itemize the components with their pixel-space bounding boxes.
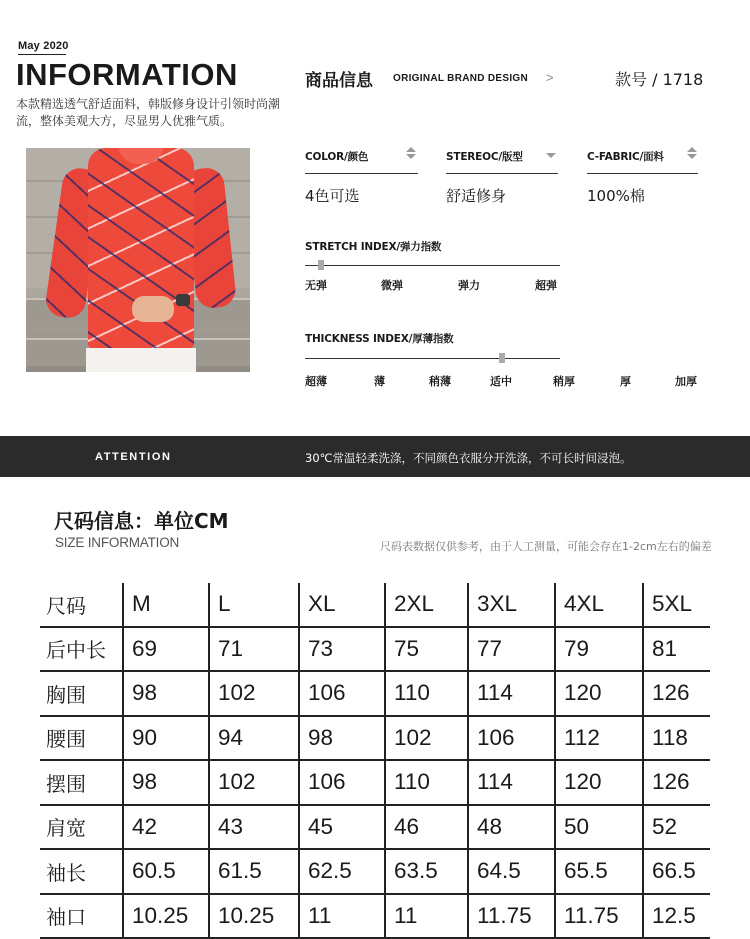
measurement-value: 60.5 — [123, 849, 209, 894]
size-header-cell: 3XL — [468, 583, 555, 627]
measurement-value: 43 — [209, 805, 299, 850]
size-header-label: 尺码 — [40, 583, 123, 627]
measurement-label: 后中长 — [40, 627, 123, 672]
thickness-level-label: 稍厚 — [553, 375, 575, 388]
measurement-value: 45 — [299, 805, 385, 850]
measurement-value: 120 — [555, 760, 643, 805]
stretch-level-label: 无弹 — [305, 279, 327, 292]
size-table-row — [40, 716, 710, 761]
measurement-value: 11.75 — [468, 894, 555, 939]
measurement-value: 46 — [385, 805, 468, 850]
measurement-label: 袖口 — [40, 894, 123, 939]
information-title: INFORMATION — [16, 57, 238, 92]
size-table-row — [40, 760, 710, 805]
attention-title: ATTENTION — [95, 451, 172, 463]
photo-watch — [176, 294, 190, 306]
measurement-value: 114 — [468, 671, 555, 716]
measurement-value: 102 — [209, 671, 299, 716]
measurement-value: 66.5 — [643, 849, 710, 894]
measurement-label: 袖长 — [40, 849, 123, 894]
measurement-value: 90 — [123, 716, 209, 761]
measurement-value: 11 — [299, 894, 385, 939]
measurement-value: 98 — [123, 760, 209, 805]
measurement-value: 94 — [209, 716, 299, 761]
thickness-index-marker — [499, 353, 505, 363]
thickness-level-label: 加厚 — [675, 375, 697, 388]
measurement-value: 42 — [123, 805, 209, 850]
measurement-value: 106 — [468, 716, 555, 761]
stretch-level-label: 超弹 — [535, 279, 557, 292]
measurement-value: 126 — [643, 760, 710, 805]
size-header-cell: M — [123, 583, 209, 627]
date-label: May 2020 — [18, 40, 69, 52]
measurement-value: 10.25 — [209, 894, 299, 939]
measurement-value: 48 — [468, 805, 555, 850]
measurement-value: 106 — [299, 760, 385, 805]
color-attribute-divider — [305, 173, 418, 174]
measurement-value: 79 — [555, 627, 643, 672]
measurement-value: 64.5 — [468, 849, 555, 894]
measurement-value: 61.5 — [209, 849, 299, 894]
thickness-level-label: 稍薄 — [429, 375, 451, 388]
measurement-label: 肩宽 — [40, 805, 123, 850]
measurement-value: 102 — [385, 716, 468, 761]
size-table-row — [40, 849, 710, 894]
measurement-value: 77 — [468, 627, 555, 672]
triangle-down-icon — [546, 153, 556, 158]
measurement-value: 69 — [123, 627, 209, 672]
color-attribute-label: COLOR/颜色 — [305, 151, 369, 163]
size-table-row — [40, 805, 710, 850]
measurement-value: 110 — [385, 760, 468, 805]
measurement-value: 73 — [299, 627, 385, 672]
measurement-value: 75 — [385, 627, 468, 672]
product-description: 本款精选透气舒适面料，韩版修身设计引领时尚潮流，整体美观大方，尽显男人优雅气质。 — [16, 97, 281, 128]
measurement-value: 10.25 — [123, 894, 209, 939]
measurement-value: 71 — [209, 627, 299, 672]
measurement-value: 81 — [643, 627, 710, 672]
triangle-up-down-icon — [406, 147, 416, 159]
size-header-cell: XL — [299, 583, 385, 627]
measurement-label: 腰围 — [40, 716, 123, 761]
triangle-up-down-icon — [687, 147, 697, 159]
size-table-row — [40, 894, 710, 939]
thickness-index-title: THICKNESS INDEX/厚薄指数 — [305, 333, 454, 345]
photo-pants — [86, 348, 196, 372]
measurement-value: 110 — [385, 671, 468, 716]
size-info-subtitle: SIZE INFORMATION — [55, 535, 180, 550]
product-photo — [26, 148, 250, 372]
measurement-value: 63.5 — [385, 849, 468, 894]
photo-hands — [132, 296, 174, 322]
size-info-note: 尺码表数据仅供参考，由于人工测量，可能会存在1-2cm左右的偏差 — [380, 540, 712, 553]
size-header-cell: L — [209, 583, 299, 627]
date-underline — [18, 54, 66, 55]
stretch-index-marker — [318, 260, 324, 270]
size-header-cell: 5XL — [643, 583, 710, 627]
chevron-right-icon: > — [546, 70, 554, 85]
measurement-value: 126 — [643, 671, 710, 716]
thickness-level-label: 薄 — [374, 375, 385, 388]
measurement-value: 62.5 — [299, 849, 385, 894]
measurement-value: 52 — [643, 805, 710, 850]
size-table-row — [40, 627, 710, 672]
stretch-index-scale — [305, 265, 560, 266]
measurement-value: 120 — [555, 671, 643, 716]
measurement-value: 65.5 — [555, 849, 643, 894]
size-table-header — [40, 583, 710, 627]
measurement-value: 11.75 — [555, 894, 643, 939]
fabric-attribute-label: C-FABRIC/面料 — [587, 151, 664, 163]
thickness-level-label: 厚 — [620, 375, 631, 388]
measurement-value: 106 — [299, 671, 385, 716]
size-table — [40, 583, 710, 939]
stretch-index-title: STRETCH INDEX/弹力指数 — [305, 241, 442, 253]
measurement-value: 50 — [555, 805, 643, 850]
measurement-value: 98 — [123, 671, 209, 716]
thickness-level-label: 适中 — [490, 375, 512, 388]
style-number: 款号 / 1718 — [615, 70, 704, 89]
measurement-value: 114 — [468, 760, 555, 805]
measurement-value: 11 — [385, 894, 468, 939]
stretch-level-label: 微弹 — [381, 279, 403, 292]
brand-design-label: ORIGINAL BRAND DESIGN — [393, 73, 529, 84]
size-header-cell: 4XL — [555, 583, 643, 627]
fit-attribute-value: 舒适修身 — [446, 187, 507, 205]
measurement-value: 118 — [643, 716, 710, 761]
measurement-label: 摆围 — [40, 760, 123, 805]
washing-instructions: 30℃常温轻柔洗涤，不同颜色衣服分开洗涤，不可长时间浸泡。 — [305, 451, 632, 465]
measurement-value: 112 — [555, 716, 643, 761]
size-info-title: 尺码信息：单位CM — [54, 509, 229, 533]
thickness-index-scale — [305, 358, 560, 359]
measurement-label: 胸围 — [40, 671, 123, 716]
measurement-value: 102 — [209, 760, 299, 805]
thickness-level-label: 超薄 — [305, 375, 327, 388]
size-header-cell: 2XL — [385, 583, 468, 627]
fit-attribute-label: STEREOC/版型 — [446, 151, 523, 163]
stretch-level-label: 弹力 — [458, 279, 480, 292]
measurement-value: 12.5 — [643, 894, 710, 939]
fabric-attribute-value: 100%棉 — [587, 187, 645, 205]
size-table-row — [40, 671, 710, 716]
color-attribute-value: 4色可选 — [305, 187, 360, 205]
fabric-attribute-divider — [587, 173, 698, 174]
product-info-title: 商品信息 — [305, 71, 373, 91]
measurement-value: 98 — [299, 716, 385, 761]
fit-attribute-divider — [446, 173, 558, 174]
